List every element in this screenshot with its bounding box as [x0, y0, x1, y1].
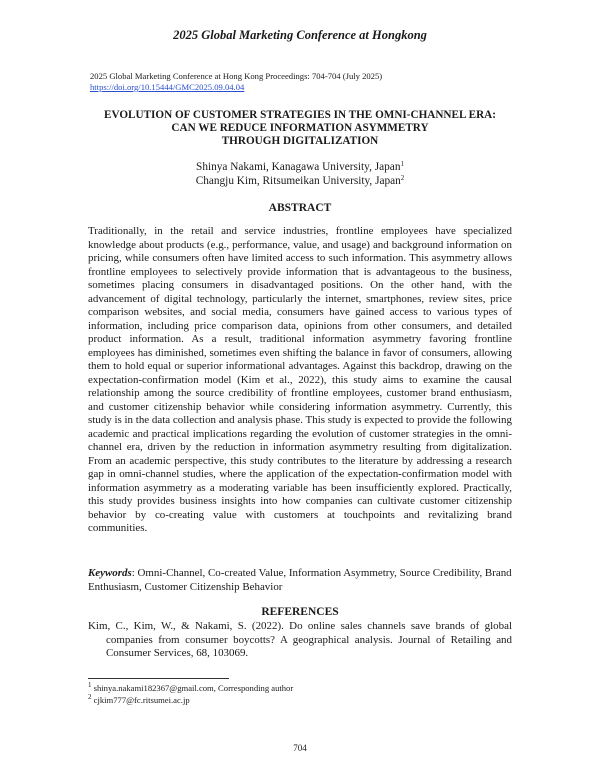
running-header: 2025 Global Marketing Conference at Hongkong	[173, 28, 427, 42]
footnote-mark: 1	[88, 681, 92, 689]
proceedings-line: 2025 Global Marketing Conference at Hong Kong Proceedings: 704-704 (July 2025)	[90, 71, 383, 81]
page-number: 704	[293, 743, 307, 753]
author-footnote-mark: 2	[400, 174, 405, 182]
author-name: Changju Kim, Ritsumeikan University, Japan	[195, 175, 401, 187]
reference-entry: Kim, C., Kim, W., & Nakami, S. (2022). Do online sales channels save brands of global companies from consumer boycotts? A geographical analysis. Journal of Retailing and Consumer Services, 68, 103069.	[88, 620, 512, 659]
footnote-text: shinya.nakami182367@gmail.com, Corresponding author	[91, 683, 294, 693]
abstract-heading: ABSTRACT	[268, 202, 332, 214]
author-entry	[0, 174, 600, 188]
author-footnote-mark: 1	[400, 160, 404, 168]
title-line: THROUGH DIGITALIZATION	[221, 135, 379, 147]
title-line: EVOLUTION OF CUSTOMER STRATEGIES IN THE OMNI-CHANNEL ERA:	[104, 109, 496, 121]
footnote-divider	[88, 678, 229, 679]
author-name: Shinya Nakami, Kanagawa University, Japan	[196, 161, 401, 173]
footnote	[88, 695, 190, 706]
author-entry	[0, 160, 600, 174]
keywords-label: Keywords	[88, 567, 132, 579]
abstract-body: Traditionally, in the retail and service industries, frontline employees have specialized knowledge about products (e.g., performance, value, and usage) and background information on pricing, while consumers often have limited access to such information. This asymmetry allows frontline employees to selectively provide information that is advantageous to the business, sometimes placing consumers in disadvantaged positions. On the other hand, with the advancement of digital technology, particularly the internet, smartphones, review sites, price comparison websites, and social media, consumers have gained access to various types of information, including price comparison data, opinions from other consumers, and detailed product information. As a result, traditional information asymmetry favoring frontline employees has diminished, sometimes even shifting the balance in favor of consumers, allowing them to hold equal or superior informational advantages. Against this backdrop, drawing on the expectation-confirmation model (Kim et al., 2022), this study aims to examine the causal relationship among the source credibility of frontline employees, customer brand enthusiasm, and customer citizenship behavior while considering information asymmetry. Currently, this study is in the data collection and analysis phase. This study is expected to provide the following academic and practical implications regarding the evolution of customer strategies in the omni-channel era, driven by the reduction in information asymmetry resulting from digitalization. From an academic perspective, this study contributes to the literature by addressing a research gap in omni-channel studies, where the application of the expectation-confirmation model with information asymmetry as a moderating variable has been insufficiently explored. Practically, this study provides business insights into how companies can cultivate customer citizenship behavior by co-creating value with customers at touchpoints and revitalizing brand communities.	[88, 225, 512, 534]
footnote-text: cjkim777@fc.ritsumei.ac.jp	[91, 695, 190, 705]
footnote-mark: 2	[88, 693, 92, 701]
keywords-text: : Omni-Channel, Co-created Value, Information Asymmetry, Source Credibility, Brand Enthusiasm, Customer Citizenship Behavior	[88, 567, 512, 593]
paper-title	[88, 109, 512, 148]
footnote	[88, 683, 293, 694]
title-line: CAN WE REDUCE INFORMATION ASYMMETRY	[171, 122, 429, 134]
references-heading: REFERENCES	[261, 606, 339, 618]
doi-link[interactable]: https://doi.org/10.15444/GMC2025.09.04.04	[90, 82, 245, 92]
author-list	[0, 160, 600, 188]
keywords	[88, 567, 512, 594]
